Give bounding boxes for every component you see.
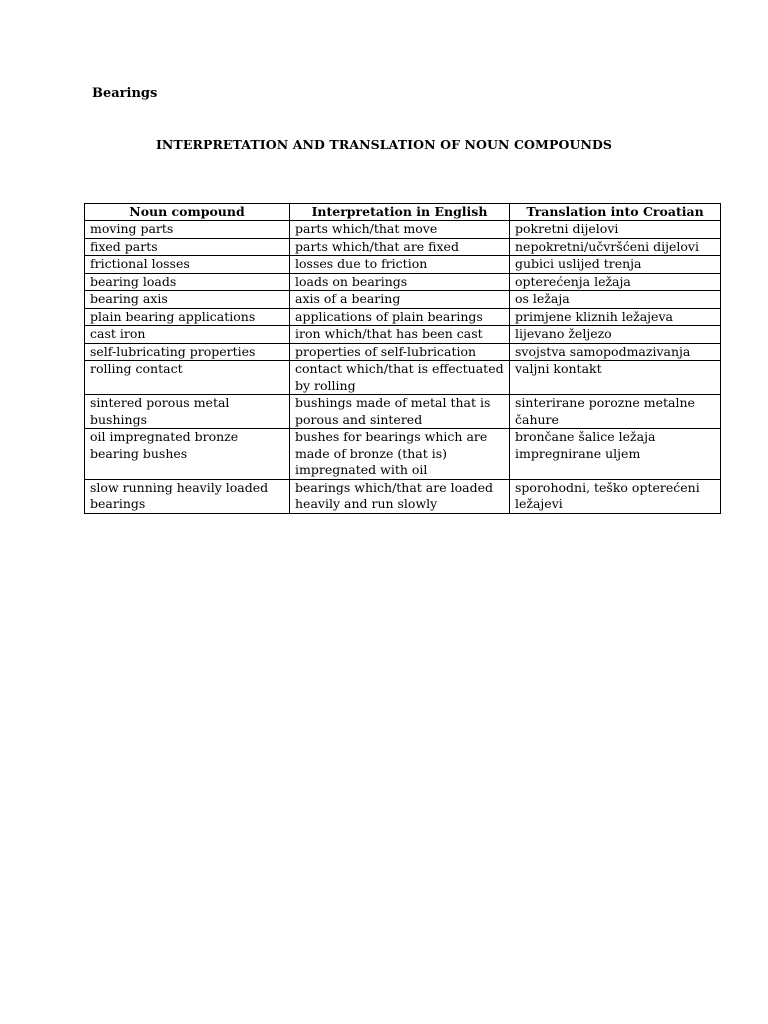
cell-interpretation: applications of plain bearings — [290, 308, 510, 326]
cell-noun-compound: cast iron — [85, 326, 290, 344]
table-row — [85, 395, 721, 429]
cell-translation: valjni kontakt — [510, 361, 721, 395]
cell-noun-compound: self-lubricating properties — [85, 343, 290, 361]
document-heading: Bearings — [92, 86, 158, 101]
cell-translation: pokretni dijelovi — [510, 221, 721, 239]
column-header-translation: Translation into Croatian — [510, 204, 721, 221]
cell-noun-compound: rolling contact — [85, 361, 290, 395]
table-row — [85, 256, 721, 274]
cell-translation: gubici uslijed trenja — [510, 256, 721, 274]
table-header-row — [85, 204, 721, 221]
cell-noun-compound: bearing loads — [85, 273, 290, 291]
table-row — [85, 238, 721, 256]
cell-interpretation: bushes for bearings which are made of bronze (that is) impregnated with oil — [290, 429, 510, 480]
cell-interpretation: losses due to friction — [290, 256, 510, 274]
cell-noun-compound: sintered porous metal bushings — [85, 395, 290, 429]
cell-interpretation: loads on bearings — [290, 273, 510, 291]
table-body — [85, 221, 721, 514]
cell-translation: lijevano željezo — [510, 326, 721, 344]
cell-translation: svojstva samopodmazivanja — [510, 343, 721, 361]
cell-interpretation: contact which/that is effectuated by rolling — [290, 361, 510, 395]
table-row — [85, 326, 721, 344]
cell-interpretation: parts which/that are fixed — [290, 238, 510, 256]
cell-interpretation: iron which/that has been cast — [290, 326, 510, 344]
table-row — [85, 291, 721, 309]
table-row — [85, 429, 721, 480]
cell-translation: nepokretni/učvršćeni dijelovi — [510, 238, 721, 256]
table-row — [85, 479, 721, 513]
cell-translation: sinterirane porozne metalne čahure — [510, 395, 721, 429]
cell-interpretation: axis of a bearing — [290, 291, 510, 309]
cell-translation: primjene kliznih ležajeva — [510, 308, 721, 326]
cell-interpretation: bushings made of metal that is porous and sintered — [290, 395, 510, 429]
table-row — [85, 361, 721, 395]
document-title: INTERPRETATION AND TRANSLATION OF NOUN COMPOUNDS — [155, 137, 613, 152]
cell-translation: sporohodni, teško opterećeni ležajevi — [510, 479, 721, 513]
table-row — [85, 221, 721, 239]
noun-compound-table — [84, 203, 721, 514]
cell-noun-compound: oil impregnated bronze bearing bushes — [85, 429, 290, 480]
cell-noun-compound: frictional losses — [85, 256, 290, 274]
cell-interpretation: properties of self-lubrication — [290, 343, 510, 361]
table-row — [85, 273, 721, 291]
cell-noun-compound: plain bearing applications — [85, 308, 290, 326]
table-header — [85, 204, 721, 221]
column-header-interpretation: Interpretation in English — [290, 204, 510, 221]
table-row — [85, 308, 721, 326]
cell-noun-compound: slow running heavily loaded bearings — [85, 479, 290, 513]
table-row — [85, 343, 721, 361]
cell-noun-compound: fixed parts — [85, 238, 290, 256]
cell-noun-compound: bearing axis — [85, 291, 290, 309]
cell-translation: os ležaja — [510, 291, 721, 309]
cell-translation: brončane šalice ležaja impregnirane uljem — [510, 429, 721, 480]
cell-noun-compound: moving parts — [85, 221, 290, 239]
column-header-noun-compound: Noun compound — [85, 204, 290, 221]
cell-interpretation: bearings which/that are loaded heavily and run slowly — [290, 479, 510, 513]
cell-interpretation: parts which/that move — [290, 221, 510, 239]
cell-translation: opterećenja ležaja — [510, 273, 721, 291]
